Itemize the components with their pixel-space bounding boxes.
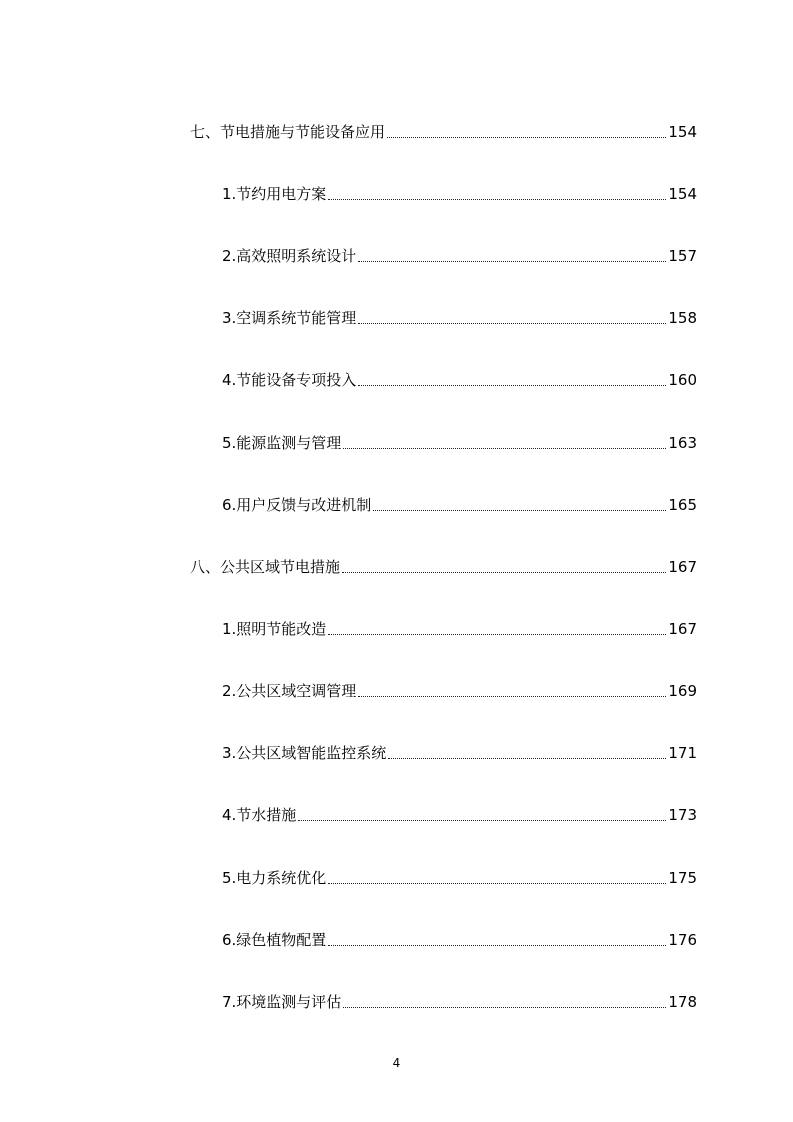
toc-entry-page: 171 [668, 744, 697, 762]
toc-entry-title: 6.绿色植物配置 [222, 931, 327, 949]
toc-entry-title: 七、节电措施与节能设备应用 [190, 123, 386, 141]
toc-entry-title: 5.电力系统优化 [222, 869, 327, 887]
toc-dot-leader [328, 883, 666, 884]
toc-entry-page: 178 [668, 993, 697, 1011]
toc-entry-title: 3.空调系统节能管理 [222, 309, 357, 327]
toc-entry-page: 165 [668, 496, 697, 514]
toc-entry-title: 2.高效照明系统设计 [222, 247, 357, 265]
toc-dot-leader [342, 572, 666, 573]
toc-entry-page: 175 [668, 869, 697, 887]
toc-entry-page: 167 [668, 558, 697, 576]
toc-entry-page: 176 [668, 931, 697, 949]
toc-dot-leader [343, 448, 666, 449]
page-number: 4 [392, 1056, 401, 1070]
toc-dot-leader [388, 758, 666, 759]
toc-dot-leader [328, 945, 666, 946]
toc-entry-title: 八、公共区域节电措施 [190, 558, 341, 576]
toc-dot-leader [328, 199, 666, 200]
toc-entry[interactable] [222, 679, 697, 703]
toc-entry-page: 169 [668, 682, 697, 700]
toc-entry[interactable] [222, 866, 697, 890]
toc-entry-title: 1.照明节能改造 [222, 620, 327, 638]
toc-entry-page: 167 [668, 620, 697, 638]
toc-entry-page: 158 [668, 309, 697, 327]
toc-entry[interactable] [190, 120, 697, 144]
toc-entry[interactable] [222, 306, 697, 330]
toc-entry-title: 4.节水措施 [222, 806, 297, 824]
toc-entry[interactable] [222, 928, 697, 952]
toc-dot-leader [387, 137, 666, 138]
toc-dot-leader [358, 323, 666, 324]
toc-entry[interactable] [222, 244, 697, 268]
toc-entry-page: 157 [668, 247, 697, 265]
toc-entry[interactable] [222, 617, 697, 641]
toc-entry-page: 163 [668, 434, 697, 452]
toc-dot-leader [343, 1007, 666, 1008]
toc-entry[interactable] [222, 741, 697, 765]
toc-entry-page: 160 [668, 371, 697, 389]
toc-entry[interactable] [222, 493, 697, 517]
toc-entry[interactable] [222, 182, 697, 206]
toc-entry-title: 4.节能设备专项投入 [222, 371, 357, 389]
toc-entry-title: 6.用户反馈与改进机制 [222, 496, 372, 514]
toc-entry-title: 2.公共区域空调管理 [222, 682, 357, 700]
toc-entry-title: 1.节约用电方案 [222, 185, 327, 203]
toc-entry-page: 154 [668, 185, 697, 203]
toc-dot-leader [358, 261, 666, 262]
toc-entry-title: 5.能源监测与管理 [222, 434, 342, 452]
toc-entry-page: 154 [668, 123, 697, 141]
toc-entry[interactable] [222, 431, 697, 455]
toc-entry-page: 173 [668, 806, 697, 824]
toc-dot-leader [328, 634, 666, 635]
toc-dot-leader [298, 820, 666, 821]
toc-entry[interactable] [190, 555, 697, 579]
toc-dot-leader [358, 696, 666, 697]
toc-entry-title: 7.环境监测与评估 [222, 993, 342, 1011]
toc-dot-leader [373, 510, 666, 511]
toc-entry[interactable] [222, 368, 697, 392]
toc-entry-title: 3.公共区域智能监控系统 [222, 744, 387, 762]
toc-entry[interactable] [222, 803, 697, 827]
toc-entry[interactable] [222, 990, 697, 1014]
toc-dot-leader [358, 385, 666, 386]
